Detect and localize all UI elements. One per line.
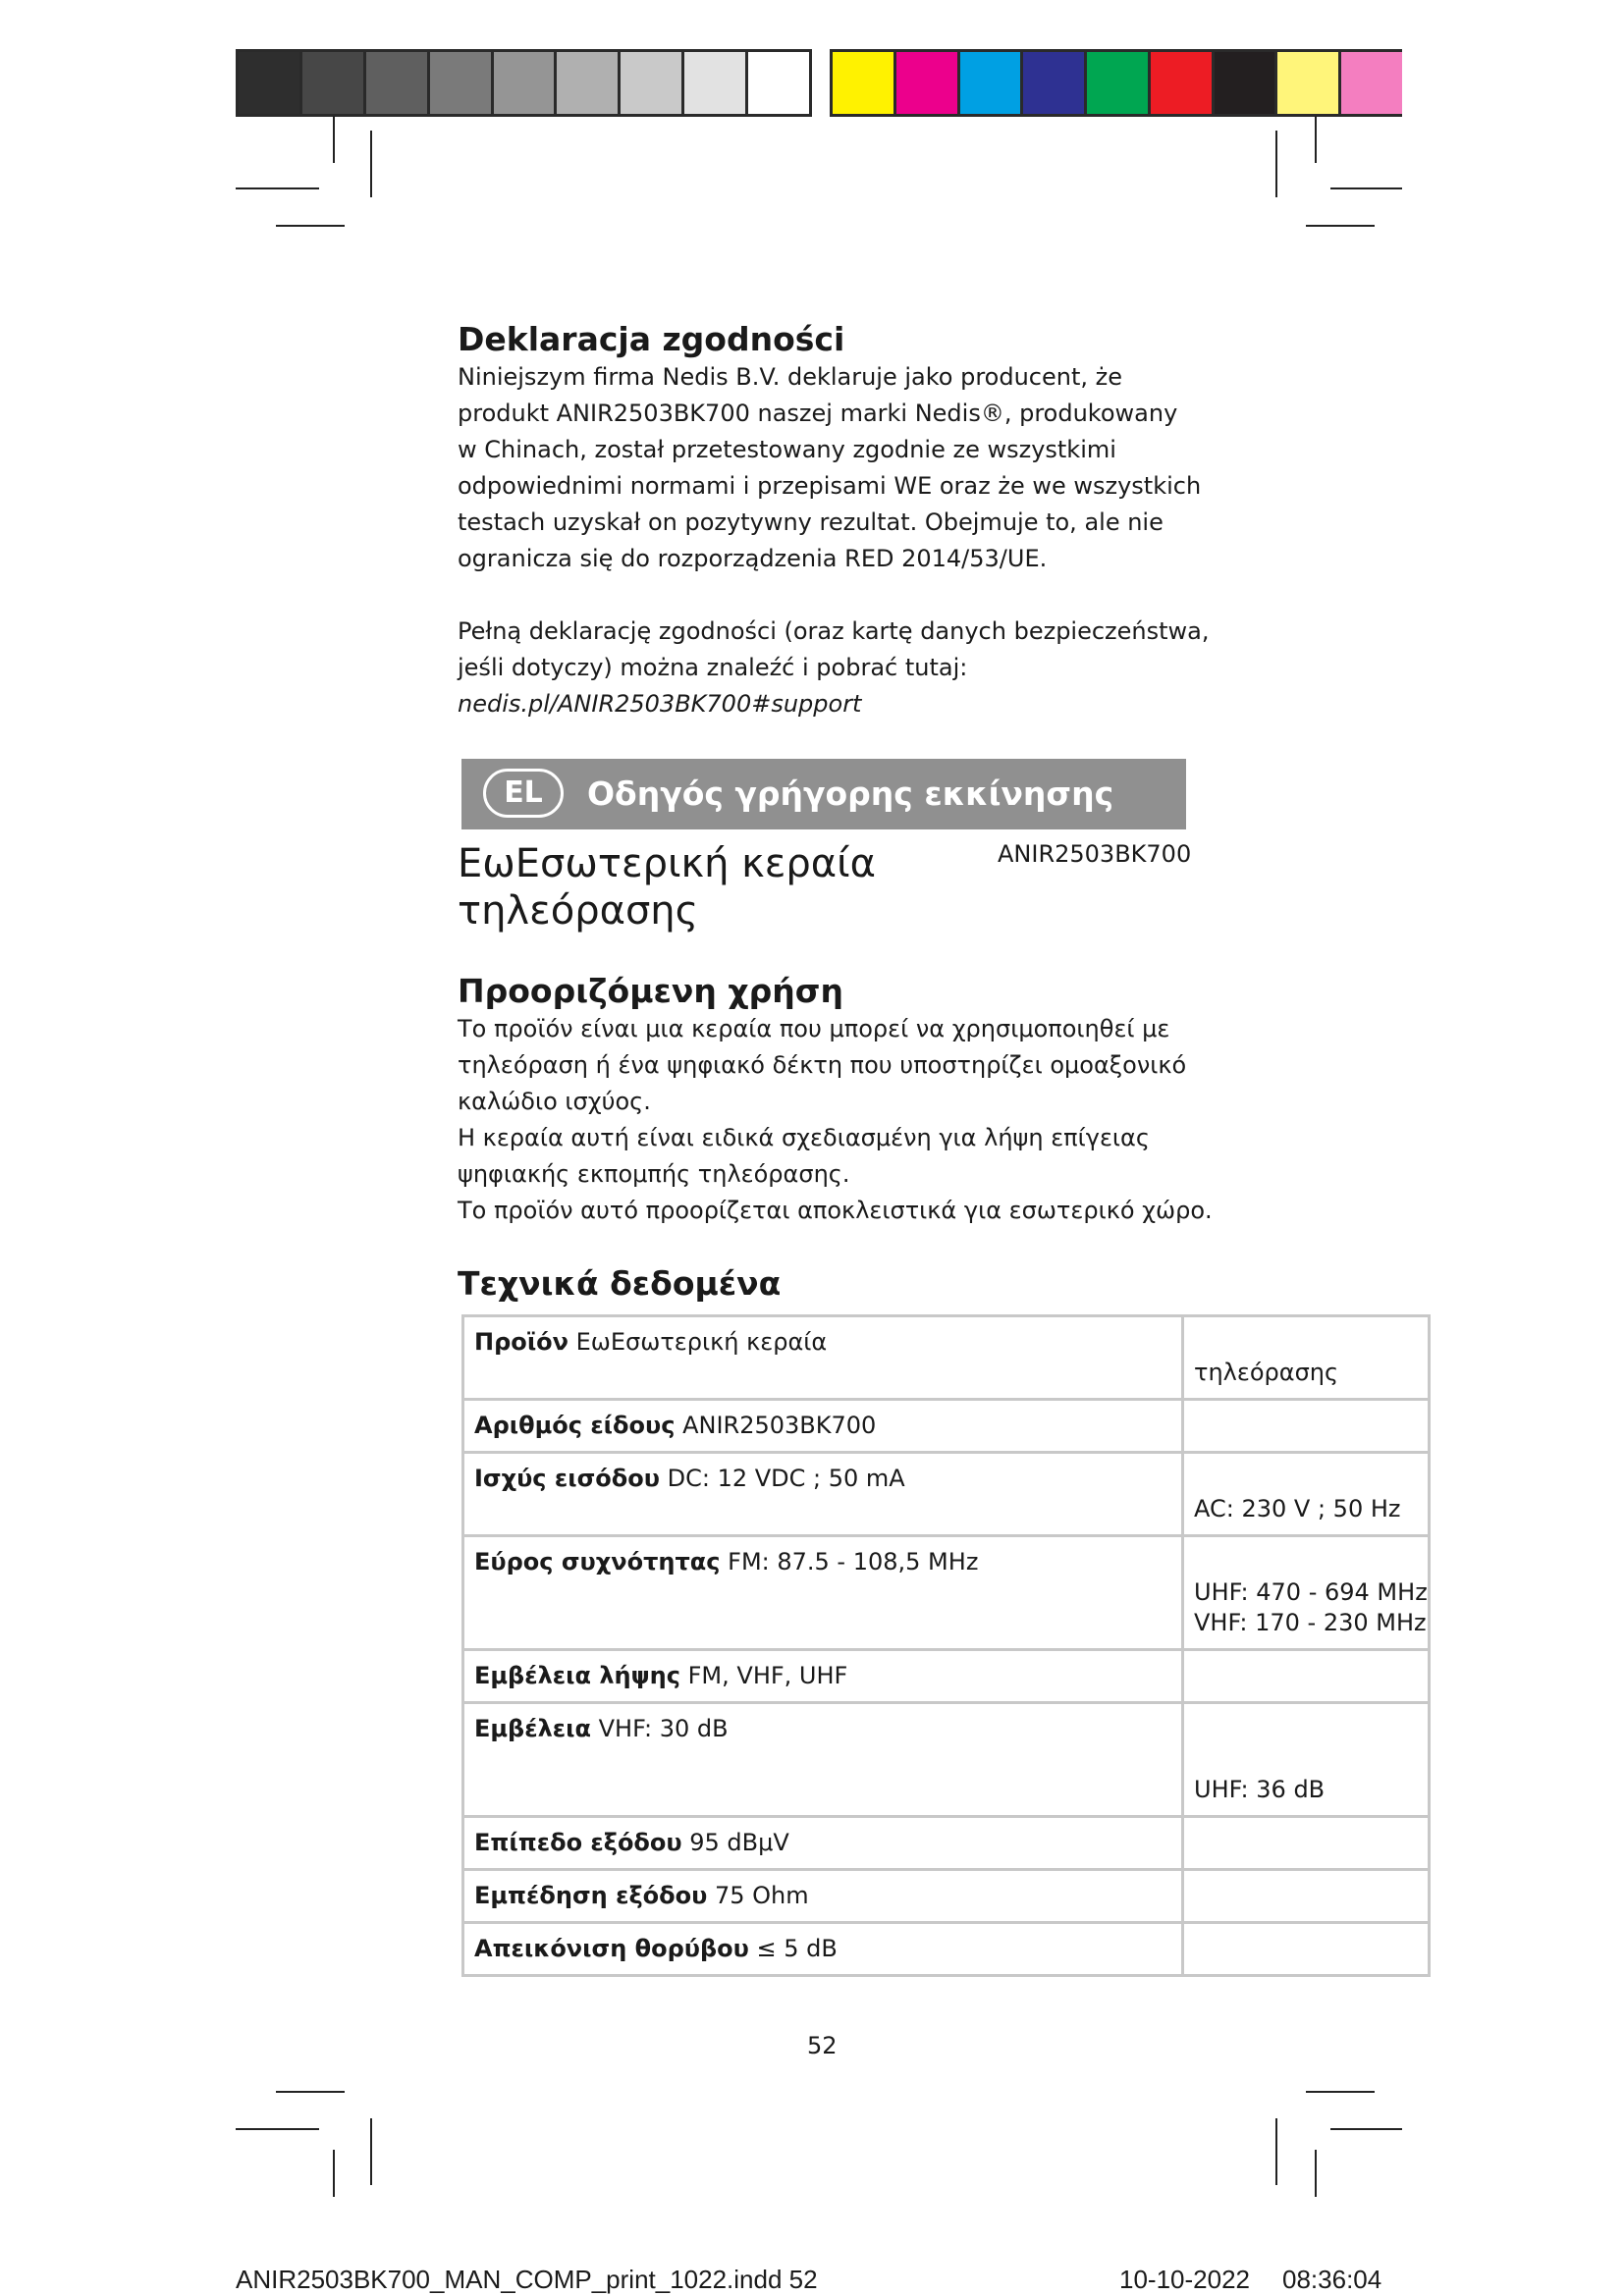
- calibration-swatch: [896, 52, 960, 114]
- text-line: καλώδιο ισχύος.: [458, 1088, 651, 1115]
- spec-value: ≤ 5 dB: [756, 1935, 838, 1962]
- crop-mark: [1330, 2128, 1402, 2130]
- spec-spacer: [1194, 1881, 1428, 1911]
- calibration-swatch: [1151, 52, 1215, 114]
- spec-first-line: [474, 1934, 1181, 1964]
- product-title: [458, 840, 876, 934]
- crop-mark: [333, 116, 335, 163]
- crop-mark: [1306, 2091, 1375, 2093]
- spec-value: ΕωΕσωτερική κεραία: [575, 1328, 828, 1356]
- text-line: Το προϊόν αυτό προορίζεται αποκλειστικά για εσωτερικό χώρο.: [458, 1197, 1213, 1224]
- calibration-swatch: [239, 52, 302, 114]
- footer-file-info: ANIR2503BK700_MAN_COMP_print_1022.indd 52: [236, 2265, 818, 2294]
- spec-label: Εμβέλεια λήψης: [474, 1662, 680, 1689]
- spec-spacer: [1194, 1464, 1428, 1494]
- crop-mark: [1275, 131, 1277, 197]
- calibration-swatch: [833, 52, 896, 114]
- footer-time: 08:36:04: [1282, 2265, 1382, 2294]
- footer-date: 10-10-2022: [1119, 2265, 1250, 2294]
- grayscale-calibration-bar: [236, 49, 812, 117]
- crop-mark: [1315, 116, 1317, 163]
- text-line: jeśli dotyczy) można znaleźć i pobrać tutaj:: [458, 654, 968, 681]
- spec-value: 75 Ohm: [714, 1882, 809, 1909]
- calibration-swatch: [1087, 52, 1151, 114]
- spec-value-continued: [1194, 1744, 1428, 1775]
- spec-value-continued: UHF: 36 dB: [1194, 1776, 1326, 1803]
- spec-value: DC: 12 VDC ; 50 mA: [667, 1465, 905, 1492]
- product-title-line: τηλεόρασης: [458, 888, 699, 934]
- declaration-download-paragraph: [458, 614, 1210, 686]
- calibration-swatch: [1341, 52, 1402, 114]
- text-line: τηλεόραση ή ένα ψηφιακό δέκτη που υποστηρίζει ομοαξονικό: [458, 1051, 1187, 1079]
- calibration-swatch: [1277, 52, 1341, 114]
- calibration-swatch: [748, 52, 809, 114]
- declaration-paragraph: [458, 359, 1204, 577]
- spec-value: 95 dBμV: [689, 1829, 789, 1856]
- crop-mark: [333, 2150, 335, 2197]
- spec-label: Εμβέλεια: [474, 1715, 591, 1742]
- spec-first-line: [474, 1547, 1181, 1577]
- text-line: testach uzyskał on pozytywny rezultat. Obejmuje to, ale nie: [458, 508, 1164, 536]
- spec-row: [463, 1536, 1430, 1650]
- spec-label: Εύρος συχνότητας: [474, 1548, 721, 1575]
- spec-first-line: [474, 1327, 1181, 1358]
- spec-spacer: [1194, 1828, 1428, 1858]
- spec-spacer: [1194, 1547, 1428, 1577]
- calibration-swatch: [684, 52, 748, 114]
- banner-title: Οδηγός γρήγορης εκκίνησης: [587, 774, 1114, 813]
- calibration-swatch: [494, 52, 558, 114]
- calibration-swatch: [302, 52, 366, 114]
- intended-use-heading: Προοριζόμενη χρήση: [458, 972, 843, 1010]
- spec-row: [463, 1400, 1430, 1453]
- spec-label: Απεικόνιση θορύβου: [474, 1935, 749, 1962]
- text-line: Niniejszym firma Nedis B.V. deklaruje jako producent, że: [458, 363, 1123, 391]
- spec-row: [463, 1650, 1430, 1703]
- crop-mark: [276, 2091, 345, 2093]
- spec-label: Ισχύς εισόδου: [474, 1465, 660, 1492]
- spec-spacer: [1194, 1661, 1428, 1691]
- crop-mark: [370, 131, 372, 197]
- text-line: produkt ANIR2503BK700 naszej marki Nedis®, produkowany: [458, 400, 1178, 427]
- page-number: 52: [807, 2032, 838, 2059]
- spec-value: VHF: 30 dB: [598, 1715, 729, 1742]
- support-link[interactable]: nedis.pl/ANIR2503BK700#support: [458, 690, 862, 718]
- spec-value-continued: AC: 230 V ; 50 Hz: [1194, 1495, 1401, 1522]
- spec-value-continued: τηλεόρασης: [1194, 1359, 1339, 1386]
- spec-spacer: [1194, 1934, 1428, 1964]
- spec-row: [463, 1316, 1430, 1400]
- text-line: ogranicza się do rozporządzenia RED 2014/53/UE.: [458, 545, 1048, 572]
- spec-spacer: [1194, 1714, 1428, 1744]
- product-title-line: ΕωΕσωτερική κεραία: [458, 841, 877, 886]
- calibration-swatch: [557, 52, 621, 114]
- spec-row: [463, 1703, 1430, 1817]
- spec-value-continued: UHF: 470 - 694 MHz: [1194, 1578, 1428, 1606]
- calibration-swatch: [430, 52, 494, 114]
- declaration-heading: Deklaracja zgodności: [458, 320, 845, 358]
- spec-spacer: [1194, 1411, 1428, 1441]
- language-badge: EL: [483, 769, 564, 818]
- spec-first-line: [474, 1661, 1181, 1691]
- crop-mark: [276, 225, 345, 227]
- technical-data-heading: Τεχνικά δεδομένα: [458, 1264, 782, 1303]
- spec-value: FM: 87.5 - 108,5 MHz: [728, 1548, 979, 1575]
- spec-row: [463, 1453, 1430, 1536]
- color-calibration-bar: [830, 49, 1402, 117]
- spec-first-line: [474, 1411, 1181, 1441]
- text-line: Η κεραία αυτή είναι ειδικά σχεδιασμένη για λήψη επίγειας: [458, 1124, 1150, 1151]
- intended-use-paragraph: [458, 1011, 1213, 1229]
- crop-mark: [236, 187, 319, 189]
- spec-first-line: [474, 1714, 1181, 1744]
- spec-value: ANIR2503BK700: [682, 1412, 877, 1439]
- model-number: ANIR2503BK700: [998, 840, 1192, 868]
- spec-row: [463, 1870, 1430, 1923]
- spec-value: FM, VHF, UHF: [687, 1662, 848, 1689]
- text-line: ψηφιακής εκπομπής τηλεόρασης.: [458, 1160, 850, 1188]
- spec-spacer: [1194, 1327, 1428, 1358]
- crop-mark: [1315, 2150, 1317, 2197]
- spec-row: [463, 1817, 1430, 1870]
- text-line: w Chinach, został przetestowany zgodnie ze wszystkimi: [458, 436, 1116, 463]
- spec-label: Επίπεδο εξόδου: [474, 1829, 682, 1856]
- language-banner: [461, 759, 1186, 829]
- crop-mark: [236, 2128, 319, 2130]
- text-line: odpowiednimi normami i przepisami WE oraz że we wszystkich: [458, 472, 1202, 500]
- spec-first-line: [474, 1881, 1181, 1911]
- crop-mark: [1330, 187, 1402, 189]
- calibration-swatch: [366, 52, 430, 114]
- calibration-swatch: [960, 52, 1024, 114]
- calibration-swatch: [621, 52, 684, 114]
- spec-first-line: [474, 1828, 1181, 1858]
- specifications-table: [461, 1314, 1431, 1977]
- text-line: Το προϊόν είναι μια κεραία που μπορεί να χρησιμοποιηθεί με: [458, 1015, 1170, 1042]
- crop-mark: [1306, 225, 1375, 227]
- crop-mark: [370, 2118, 372, 2185]
- calibration-swatch: [1215, 52, 1278, 114]
- spec-value-continued: VHF: 170 - 230 MHz: [1194, 1609, 1427, 1636]
- spec-first-line: [474, 1464, 1181, 1494]
- crop-mark: [1275, 2118, 1277, 2185]
- spec-label: Προϊόν: [474, 1328, 568, 1356]
- text-line: Pełną deklarację zgodności (oraz kartę danych bezpieczeństwa,: [458, 617, 1210, 645]
- calibration-swatch: [1023, 52, 1087, 114]
- spec-label: Αριθμός είδους: [474, 1412, 676, 1439]
- spec-label: Εμπέδηση εξόδου: [474, 1882, 708, 1909]
- spec-row: [463, 1923, 1430, 1976]
